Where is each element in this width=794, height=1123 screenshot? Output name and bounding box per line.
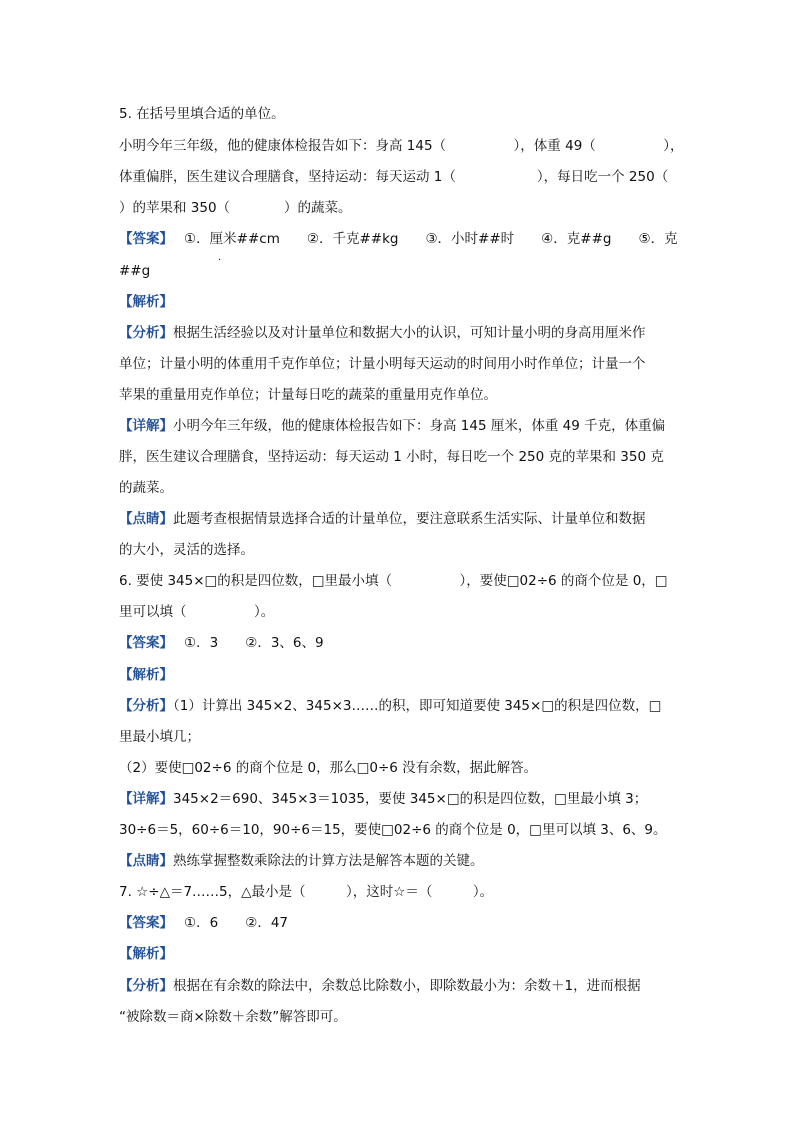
q5-text-line-2: 体重偏胖，医生建议合理膳食，坚持运动：每天运动 1（ ），每日吃一个 250（ (119, 169, 669, 185)
q6-dianjing-text: 熟练掌握整数乘除法的计算方法是解答本题的关键。 (173, 853, 484, 869)
dianjing-tag: 【点睛】 (119, 853, 173, 869)
q7-fenxi-line-2: “被除数＝商×除数＋余数”解答即可。 (119, 1009, 347, 1025)
q7-answer-text: ①．6 ②．47 (166, 915, 289, 931)
q6-xiangjie-text-1: 345×2＝690、345×3＝1035，要使 345×□的积是四位数，□里最小填 3； (173, 791, 648, 807)
q6-fenxi-line-2: 里最小填几； (119, 729, 200, 745)
q6-xiangjie-line-1 (119, 789, 647, 809)
q5-xiangjie-line-1 (119, 416, 665, 436)
q7-answer-line (119, 913, 288, 933)
q6-text-line-1: 6. 要使 345×□的积是四位数，□里最小填（ ），要使□02÷6 的商个位是 0，□ (119, 573, 668, 589)
q5-title: 5. 在括号里填合适的单位。 (119, 106, 285, 122)
q5-answer-text: ①．厘米##cm ②．千克##kg ③．小时##时 ④．克##g ⑤．克 (166, 231, 678, 247)
q6-fenxi-line-1 (119, 696, 661, 716)
q5-text-line-1: 小明今年三年级，他的健康体检报告如下：身高 145（ ），体重 49（ ）， (119, 138, 684, 154)
emphasis-dot: · (218, 255, 222, 266)
q5-text-line-3: ）的苹果和 350（ ）的蔬菜。 (119, 200, 352, 216)
analysis-tag: 【解析】 (119, 294, 173, 310)
q5-dianjing-text-1: 此题考查根据情景选择合适的计量单位，要注意联系生活实际、计量单位和数据 (173, 511, 646, 527)
q7-text: 7. ☆÷△＝7……5，△最小是（ ），这时☆＝（ ）。 (119, 884, 494, 900)
q5-dianjing-line-1 (119, 509, 646, 529)
answer-tag: 【答案】 (119, 231, 167, 247)
q6-xiangjie-line-2: 30÷6＝5，60÷6＝10，90÷6＝15，要使□02÷6 的商个位是 0，□里可以填 3、6、9。 (119, 822, 667, 838)
q5-xiangjie-text-1: 小明今年三年级，他的健康体检报告如下：身高 145 厘米，体重 49 千克，体重偏 (173, 418, 666, 434)
fenxi-tag: 【分析】 (119, 978, 173, 994)
analysis-tag: 【解析】 (119, 946, 173, 962)
q5-fenxi-line-3: 苹果的重量用克作单位；计量每日吃的蔬菜的重量用克作单位。 (119, 387, 497, 403)
q5-xiangjie-line-3: 的蔬菜。 (119, 480, 173, 496)
q6-dianjing-line (119, 851, 484, 871)
q7-fenxi-line-1 (119, 976, 641, 996)
fenxi-tag: 【分析】 (119, 325, 173, 341)
fenxi-tag: 【分析】 (119, 698, 173, 714)
q5-fenxi-line-1 (119, 323, 646, 343)
q5-answer-line-1 (119, 229, 678, 249)
xiangjie-tag: 【详解】 (119, 418, 173, 434)
q5-xiangjie-line-2: 胖，医生建议合理膳食，坚持运动：每天运动 1 小时，每日吃一个 250 克的苹果和 350 克 (119, 449, 664, 465)
q6-fenxi-line-3: （2）要使□02÷6 的商个位是 0，那么□0÷6 没有余数，据此解答。 (119, 760, 538, 776)
q6-answer-text: ①．3 ②．3、6、9 (166, 635, 324, 651)
q6-fenxi-text-1: （1）计算出 345×2、345×3……的积，即可知道要使 345×□的积是四位数，□ (173, 698, 662, 714)
q6-text-line-2: 里可以填（ ）。 (119, 604, 275, 620)
q6-answer-line (119, 633, 324, 653)
xiangjie-tag: 【详解】 (119, 791, 173, 807)
q5-analysis-heading (119, 292, 173, 312)
q7-analysis-heading (119, 944, 173, 964)
q6-analysis-heading (119, 665, 173, 685)
analysis-tag: 【解析】 (119, 667, 173, 683)
q5-fenxi-line-2: 单位；计量小明的体重用千克作单位；计量小明每天运动的时间用小时作单位；计量一个 (119, 356, 646, 372)
q5-fenxi-text-1: 根据生活经验以及对计量单位和数据大小的认识，可知计量小明的身高用厘米作 (173, 325, 646, 341)
dianjing-tag: 【点睛】 (119, 511, 173, 527)
q7-fenxi-text-1: 根据在有余数的除法中，余数总比除数小，即除数最小为：余数＋1，进而根据 (173, 978, 641, 994)
answer-tag: 【答案】 (119, 915, 167, 931)
answer-tag: 【答案】 (119, 635, 167, 651)
q5-dianjing-line-2: 的大小，灵活的选择。 (119, 542, 254, 558)
q5-answer-line-2: ##g (119, 263, 151, 279)
